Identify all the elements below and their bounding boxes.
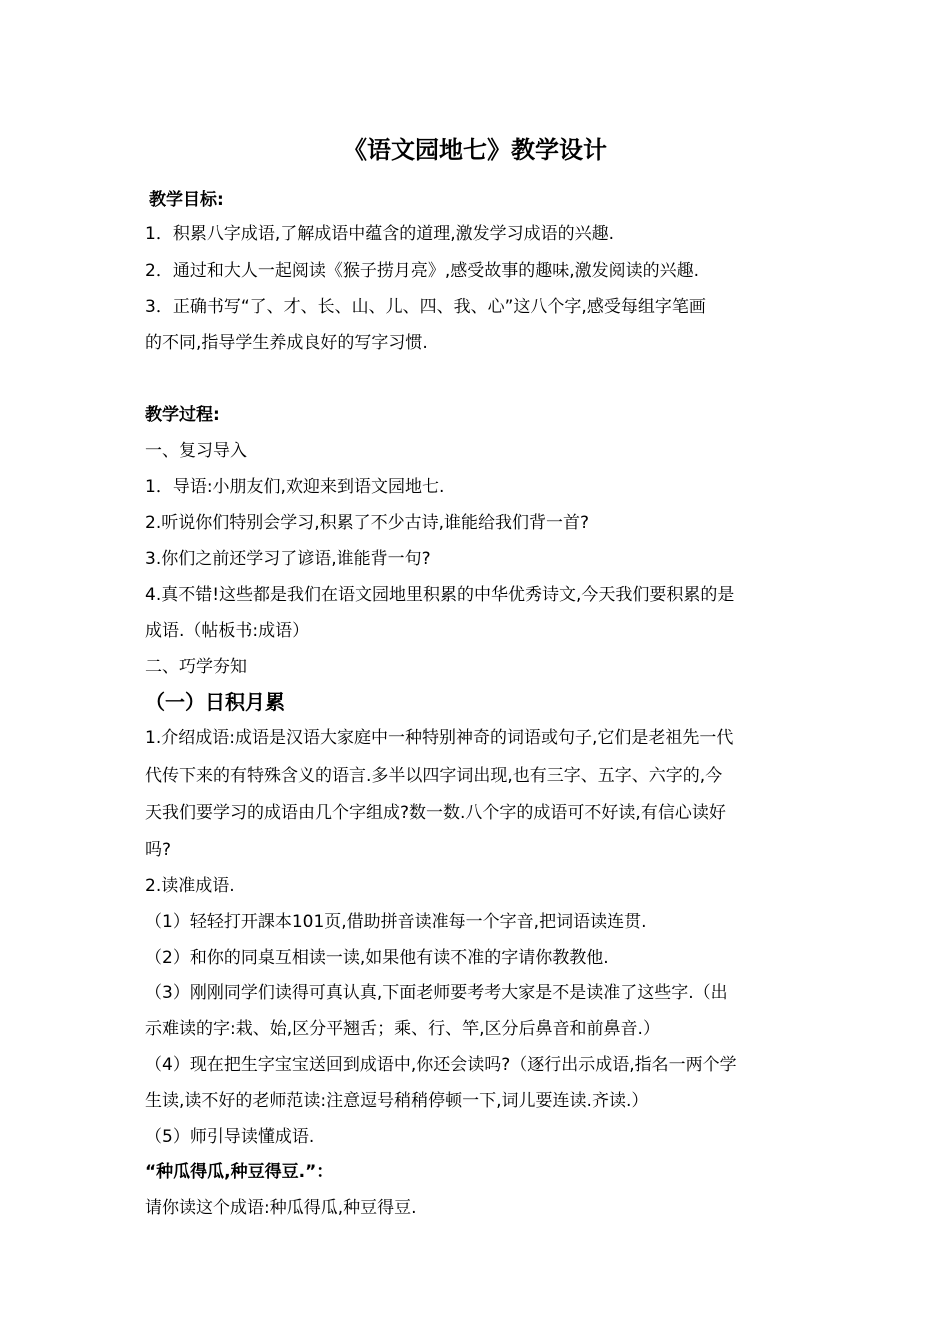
read-line-1: （1）轻轻打开課本101页,借助拼音读准每一个字音,把词语读连贯. <box>145 912 647 932</box>
final-line: 请你读这个成语:种瓜得瓜,种豆得豆. <box>145 1198 417 1218</box>
intro-line-4: 吗? <box>145 840 172 860</box>
section-1-line-4: 4.真不错!这些都是我们在语文园地里积累的中华优秀诗文,今天我们要积累的是 <box>145 585 735 605</box>
read-line-3: （3）刚刚同学们读得可真认真,下面老师要考考大家是不是读准了这些字.（出 <box>145 983 728 1003</box>
document-title: 《语文园地七》教学设计 <box>343 136 607 164</box>
idiom-heading: “种瓜得瓜,种豆得豆.”： <box>145 1162 334 1182</box>
read-line-7: （5）师引导读懂成语. <box>145 1127 315 1147</box>
subsection-1-title: （一）日积月累 <box>145 690 285 714</box>
intro-line-3: 天我们要学习的成语由几个字组成?数一数.八个字的成语可不好读,有信心读好 <box>145 803 726 823</box>
read-line-2: （2）和你的同桌互相读一读,如果他有读不准的字请你教教他. <box>145 948 609 968</box>
intro-line-2: 代传下来的有特殊含义的语言.多半以四字词出现,也有三字、五字、六字的,今 <box>145 766 723 786</box>
read-title: 2.读准成语. <box>145 876 235 896</box>
process-heading: 教学过程: <box>145 405 220 425</box>
goal-line-4: 的不同,指导学生养成良好的写字习惯. <box>145 333 428 353</box>
section-1-line-3: 3.你们之前还学习了谚语,谁能背一句? <box>145 549 431 569</box>
read-line-5: （4）现在把生字宝宝送回到成语中,你还会读吗?（逐行出示成语,指名一两个学 <box>145 1055 737 1075</box>
goals-heading: 教学目标: <box>149 190 224 210</box>
section-2-title: 二、巧学夯知 <box>145 657 247 677</box>
intro-line-1: 1.介绍成语:成语是汉语大家庭中一种特别神奇的词语或句子,它们是老祖先一代 <box>145 728 734 748</box>
goal-line-2: 2．通过和大人一起阅读《猴子捞月亮》,感受故事的趣味,激发阅读的兴趣. <box>145 261 700 281</box>
section-1-title: 一、复习导入 <box>145 441 247 461</box>
goal-line-1: 1．积累八字成语,了解成语中蕴含的道理,激发学习成语的兴趣. <box>145 224 615 244</box>
section-1-line-1: 1．导语:小朋友们,欢迎来到语文园地七. <box>145 477 445 497</box>
goal-line-3: 3．正确书写“了、才、长、山、儿、四、我、心”这八个字,感受每组字笔画 <box>145 297 706 317</box>
section-1-line-2: 2.听说你们特别会学习,积累了不少古诗,谁能给我们背一首? <box>145 513 590 533</box>
section-1-line-5: 成语.（帖板书:成语） <box>145 621 310 641</box>
read-line-6: 生读,读不好的老师范读:注意逗号稍稍停顿一下,词儿要连读.齐读.） <box>145 1091 649 1111</box>
read-line-4: 示难读的字:栽、始,区分平翘舌；乘、行、竿,区分后鼻音和前鼻音.） <box>145 1019 660 1039</box>
